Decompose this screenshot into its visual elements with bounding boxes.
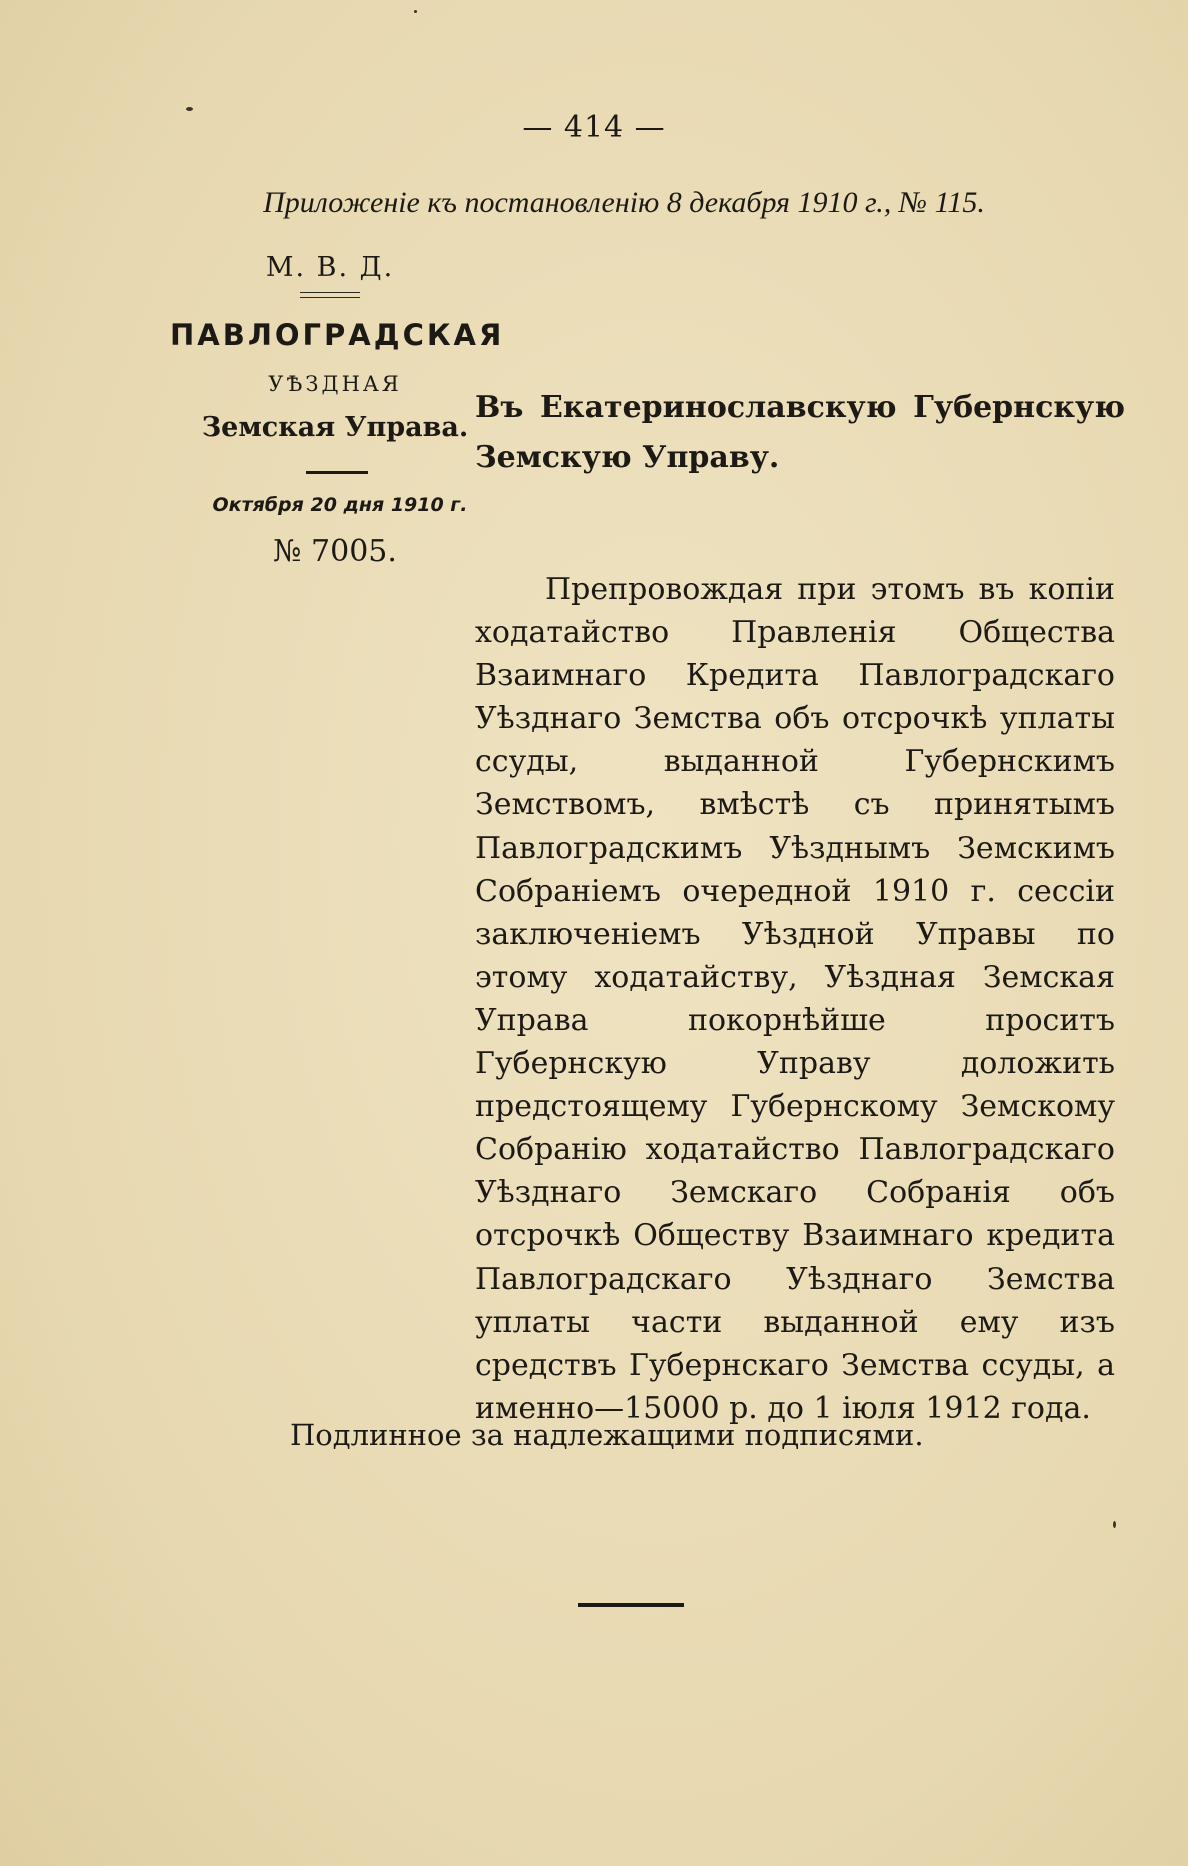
council-name: ПАВЛОГРАДСКАЯ bbox=[170, 318, 505, 352]
paper-speck bbox=[186, 107, 193, 111]
document-number: № 7005. bbox=[273, 534, 397, 569]
document-date: Октября 20 дня 1910 г. bbox=[212, 494, 468, 516]
addressee: Въ Екатеринославскую Губернскую Земскую Управу. bbox=[475, 390, 1125, 475]
divider bbox=[306, 471, 368, 474]
letter-body: Препровождая при этомъ въ копiи ходатайство Правленiя Общества Взаимнаго Кредита Павлоградскаго Уѣзднаго Земства объ отсрочкѣ уплаты ссуды, выданной Губернскимъ Земствомъ, вмѣстѣ съ принятымъ Павлоградскимъ Уѣзднымъ Земскимъ Собранiемъ очередной 1910 г. сессiи заключенiемъ Уѣздной Управы по этому ходатайству, Уѣздная Земская Управа покорнѣйше проситъ Губернскую Управу доложить предстоящему Губернскому Земскому Собранiю ходатайство Павлоградскаго Уѣзднаго Земскаго Собранiя объ отсрочкѣ Обществу Взаимнаго кредита Павлоградскаго Уѣзднаго Земства уплаты части выданной ему изъ средствъ Губернскаго Земства ссуды, а именно—15000 р. до 1 iюля 1912 года. bbox=[475, 572, 1115, 1426]
paper-speck bbox=[1113, 1521, 1116, 1528]
paper-speck bbox=[414, 10, 417, 13]
council-body: Земская Управа. bbox=[201, 412, 469, 443]
certification-note: Подлинное за надлежащими подписями. bbox=[290, 1418, 924, 1452]
double-divider bbox=[300, 292, 360, 298]
council-type: УѢЗДНАЯ bbox=[268, 372, 402, 396]
appendix-note: Приложенiе къ постановленiю 8 декабря 1910 г., № 115. bbox=[263, 186, 985, 219]
closing-divider bbox=[578, 1603, 684, 1607]
ministry-abbreviation: М. В. Д. bbox=[265, 252, 395, 283]
page-number: — 414 — bbox=[522, 110, 666, 145]
